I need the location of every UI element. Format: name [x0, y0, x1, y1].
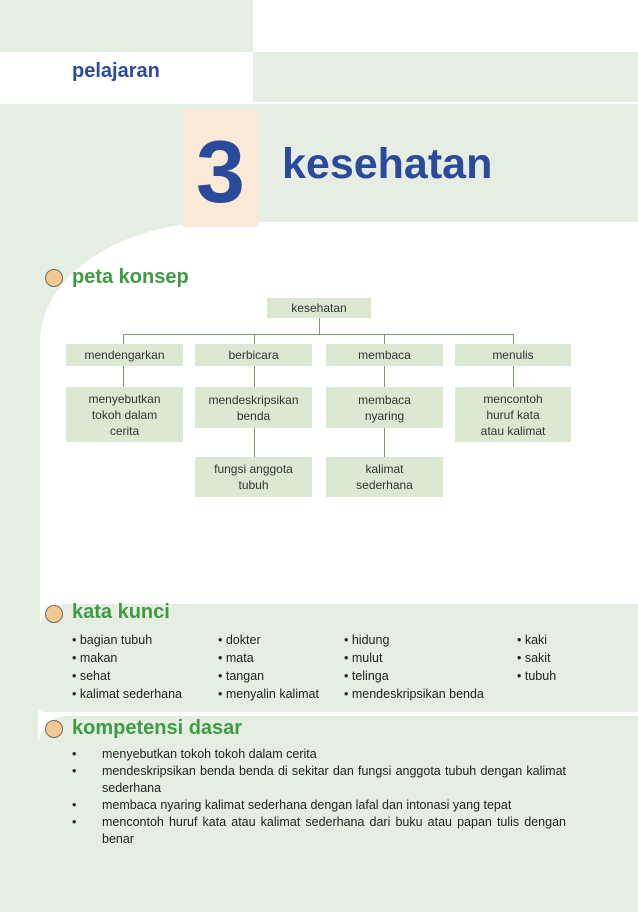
keyword-item: • sehat: [72, 669, 111, 683]
connector-line: [384, 366, 385, 387]
keyword-item: • dokter: [218, 633, 261, 647]
keyword-item: • mulut: [344, 651, 383, 665]
concept-leaf-node: membaca nyaring: [326, 387, 443, 428]
keyword-item: • kaki: [517, 633, 548, 647]
connector-line: [254, 334, 255, 344]
concept-leaf-node: fungsi anggota tubuh: [195, 457, 312, 497]
keyword-item: • bagian tubuh: [72, 633, 153, 647]
connector-line: [254, 366, 255, 387]
competency-list: [72, 746, 566, 848]
keyword-column: [218, 631, 319, 703]
keyword-item: • hidung: [344, 633, 390, 647]
connector-line: [123, 366, 124, 387]
keyword-item: • telinga: [344, 669, 389, 683]
competency-item: • membaca nyaring kalimat sederhana dengan lafal dan intonasi yang tepat: [72, 798, 512, 812]
connector-line: [384, 428, 385, 457]
keyword-item: • tangan: [218, 669, 265, 683]
background-panel: [0, 0, 253, 52]
keyword-item: • mata: [218, 651, 254, 665]
connector-line: [384, 334, 385, 344]
background-panel: [253, 0, 638, 52]
section-bullet-icon: [45, 720, 63, 738]
chapter-number: 3: [196, 122, 245, 221]
keyword-item: • tubuh: [517, 669, 557, 683]
keyword-item: • sakit: [517, 651, 551, 665]
concept-branch-node: mendengarkan: [66, 344, 183, 366]
connector-line: [319, 318, 320, 334]
keyword-column: [517, 631, 556, 685]
concept-branch-node: menulis: [455, 344, 571, 366]
concept-branch-node: berbicara: [195, 344, 312, 366]
keyword-item: • menyalin kalimat: [218, 687, 319, 701]
keyword-column: [72, 631, 182, 703]
competency-item: • menyebutkan tokoh tokoh dalam cerita: [72, 747, 317, 761]
connector-line: [254, 428, 255, 457]
competency-item: • mendeskripsikan benda benda di sekitar dan fungsi anggota tubuh dengan kalimat sederhana: [72, 764, 566, 795]
keyword-column: [344, 631, 484, 703]
keywords-heading: kata kunci: [72, 601, 170, 623]
section-bullet-icon: [45, 605, 63, 623]
keyword-item: • makan: [72, 651, 118, 665]
connector-line: [513, 334, 514, 344]
concept-leaf-node: kalimat sederhana: [326, 457, 443, 497]
connector-line: [123, 334, 514, 335]
concept-leaf-node: mencontoh huruf kata atau kalimat: [455, 387, 571, 442]
section-bullet-icon: [45, 269, 63, 287]
competency-item: • mencontoh huruf kata atau kalimat sederhana dari buku atau papan tulis dengan benar: [72, 815, 566, 846]
lesson-label: pelajaran: [72, 60, 160, 82]
competencies-heading: kompetensi dasar: [72, 717, 243, 739]
concept-branch-node: membaca: [326, 344, 443, 366]
concept-leaf-node: mendeskripsikan benda: [195, 387, 312, 428]
chapter-title: kesehatan: [282, 140, 493, 188]
background-panel: [253, 52, 638, 102]
connector-line: [123, 334, 124, 344]
keyword-item: • mendeskripsikan benda: [344, 687, 484, 701]
concept-map-heading: peta konsep: [72, 266, 189, 288]
concept-leaf-node: menyebutkan tokoh dalam cerita: [66, 387, 183, 442]
concept-root-node: kesehatan: [267, 298, 371, 318]
keyword-item: • kalimat sederhana: [72, 687, 183, 701]
connector-line: [513, 366, 514, 387]
